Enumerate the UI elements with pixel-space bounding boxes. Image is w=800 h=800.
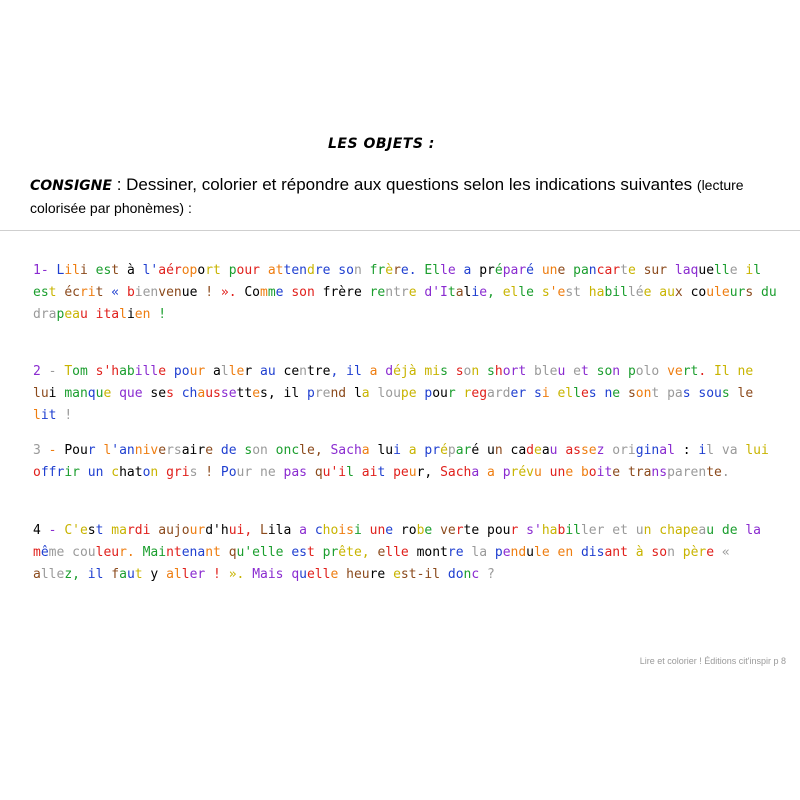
instructions-text: : Dessiner, colorier et répondre aux questions selon les indications suivantes	[111, 175, 697, 194]
page-title: LES OBJETS :	[328, 136, 435, 152]
exercise-paragraph-4: 4 - C'est mardi aujourd'hui, Lila a choisi une robe verte pour s'habiller et un chapeau de la même couleur. Maintenant qu'elle est prête, elle montre la pendule en disant à son père « allez, il faut y aller ! ». Mais quelle heure est-il donc ?	[33, 523, 762, 582]
divider	[0, 230, 800, 231]
instructions-label: CONSIGNE	[30, 178, 112, 194]
instructions-note: (lecture colorisée par phonèmes) :	[30, 177, 744, 216]
footer-credit: Lire et colorier ! Éditions cit'inspir p 8	[639, 656, 786, 666]
exercise-paragraph-3: 3 - Pour l'anniversaire de son oncle, Sacha lui a préparé un cadeau assez original : il va lui offrir un chaton gris ! Pour ne pas qu'il ait peur, Sacha a prévu une boite transparente.	[33, 443, 769, 480]
exercise-paragraph-1: 1- Lili est à l'aéroport pour attendre son frère. Elle a préparé une pancarte sur laquelle il est écrit « bienvenue ! ». Comme son frère rentre d'Italie, elle s'est habillée aux couleurs du drapeau italien !	[33, 263, 777, 322]
exercise-paragraph-2: 2 - Tom s'habille pour aller au centre, il a déjà mis son short bleu et son polo vert. Il ne lui manque que ses chaussettes, il prend la loupe pour regarder si elles ne sont pas sous le lit !	[33, 364, 754, 423]
instructions	[30, 174, 780, 219]
